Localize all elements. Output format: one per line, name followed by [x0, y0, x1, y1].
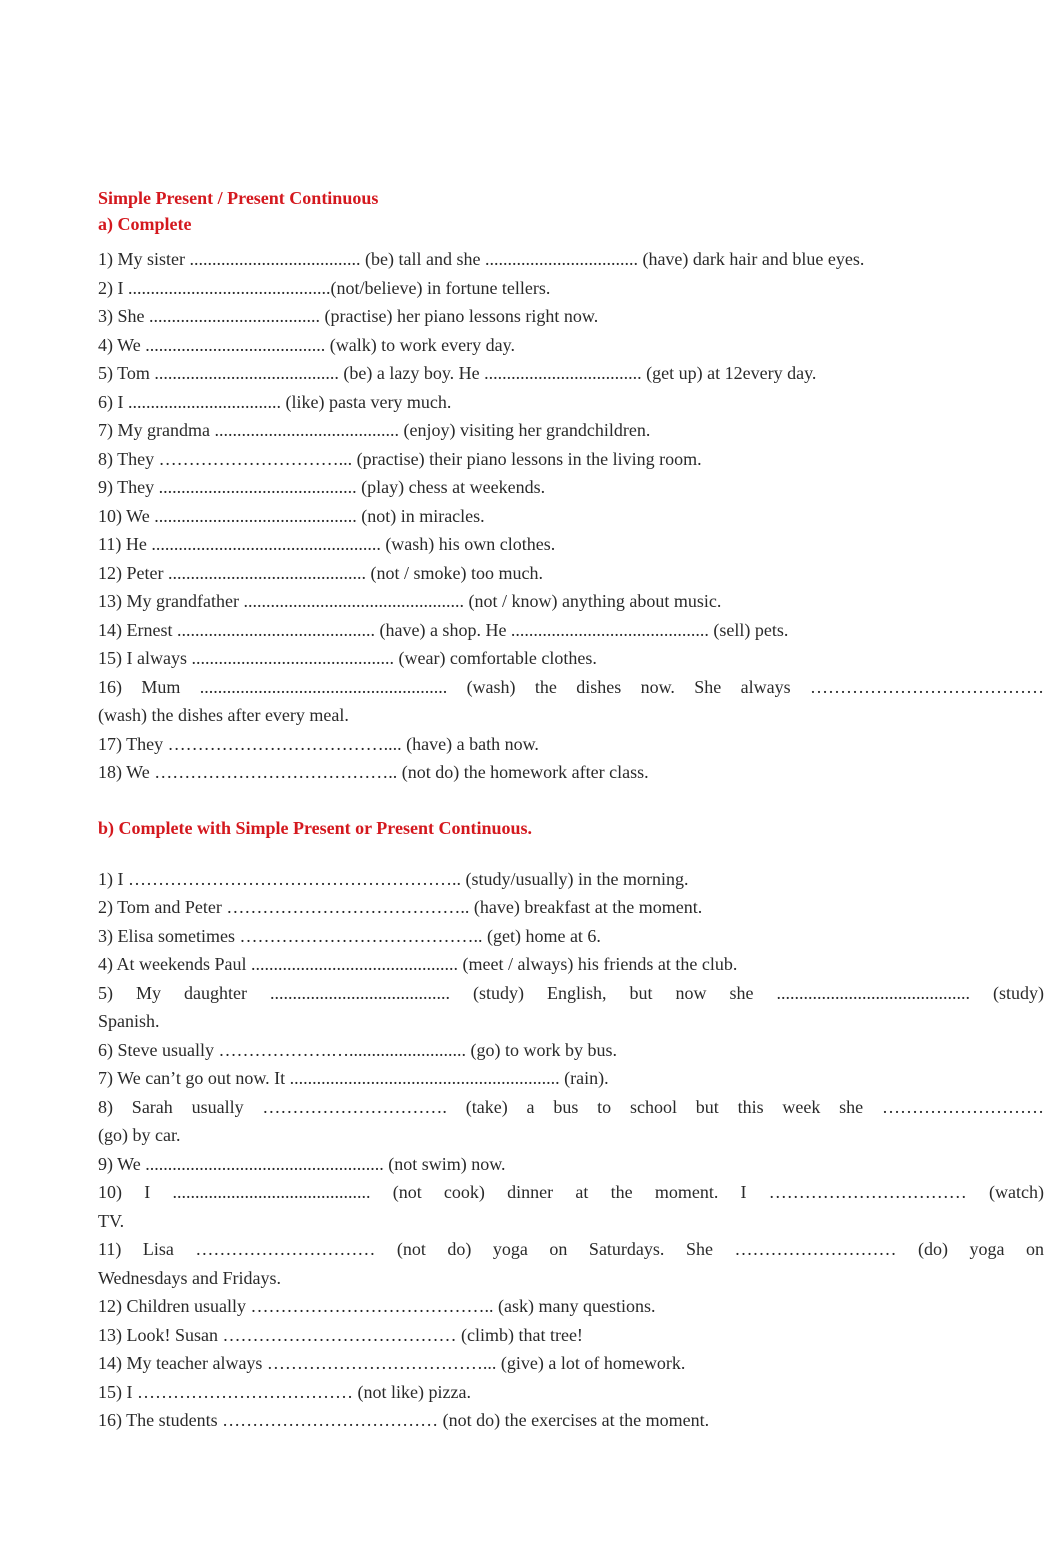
exercise-line: 4) At weekends Paul .............................................. (meet / always) his friends at the club.	[98, 954, 738, 974]
exercise-line: 1) I ……………………………………………….. (study/usually) in the morning.	[98, 869, 689, 889]
section-b-heading: b) Complete with Simple Present or Present Continuous.	[98, 818, 532, 838]
exercise-line: 3) She ...................................... (practise) her piano lessons right now.	[98, 306, 599, 326]
exercise-line: 7) My grandma ......................................... (enjoy) visiting her grandchildren.	[98, 420, 651, 440]
section-a-heading: a) Complete	[98, 214, 192, 234]
exercise-line: 7) We can’t go out now. It ............................................................ (rain).	[98, 1068, 609, 1088]
exercise-line: 15) I ……………………………… (not like) pizza.	[98, 1382, 471, 1402]
exercise-line: 13) My grandfather ................................................. (not / know) anything about music.	[98, 591, 722, 611]
exercise-line: 6) I .................................. (like) pasta very much.	[98, 392, 452, 412]
exercise-line: 12) Peter ............................................ (not / smoke) too much.	[98, 563, 543, 583]
exercise-line: 1) My sister ...................................... (be) tall and she .................................. (have) dark hair and blue eyes.	[98, 249, 865, 269]
exercise-line: Wednesdays and Fridays.	[98, 1268, 282, 1288]
exercise-line: 5) Tom ......................................... (be) a lazy boy. He ................................... (get up) at 12every day.	[98, 363, 817, 383]
exercise-line: 11) Lisa ………………………… (not do) yoga on Saturdays. She ……………………… (do) yoga on	[98, 1239, 1044, 1259]
exercise-line: 11) He ................................................... (wash) his own clothes.	[98, 534, 556, 554]
exercise-line: TV.	[98, 1211, 125, 1231]
exercise-line: 3) Elisa sometimes ………………………………….. (get) home at 6.	[98, 926, 601, 946]
exercise-line: 14) Ernest ............................................ (have) a shop. He ............................................ (sell) pets.	[98, 620, 789, 640]
exercise-line: (go) by car.	[98, 1125, 181, 1145]
exercise-line: 9) We ..................................................... (not swim) now.	[98, 1154, 506, 1174]
exercise-line: 6) Steve usually ……………….….......................... (go) to work by bus.	[98, 1040, 617, 1060]
exercise-line: 2) I .............................................(not/believe) in fortune tellers.	[98, 278, 551, 298]
exercise-line: 2) Tom and Peter ………………………………….. (have) breakfast at the moment.	[98, 897, 703, 917]
exercise-line: Spanish.	[98, 1011, 160, 1031]
exercise-line: 17) They ……………………………….... (have) a bath now.	[98, 734, 539, 754]
exercise-line: 16) The students ……………………………… (not do) the exercises at the moment.	[98, 1410, 710, 1430]
exercise-line: 8) Sarah usually …………………………. (take) a bus to school but this week she ………………………	[98, 1097, 1044, 1117]
exercise-line: (wash) the dishes after every meal.	[98, 705, 349, 725]
exercise-line: 9) They ............................................ (play) chess at weekends.	[98, 477, 546, 497]
exercise-line: 5) My daughter ........................................ (study) English, but now she ........................................... (study)	[98, 983, 1044, 1003]
exercise-line: 10) We ............................................. (not) in miracles.	[98, 506, 485, 526]
exercise-line: 12) Children usually ………………………………….. (ask) many questions.	[98, 1296, 656, 1316]
page-title: Simple Present / Present Continuous	[98, 188, 379, 208]
exercise-line: 16) Mum ....................................................... (wash) the dishes now. She always …………………………………	[98, 677, 1044, 697]
exercise-line: 15) I always ............................................. (wear) comfortable clothes.	[98, 648, 597, 668]
exercise-line: 14) My teacher always ………………………………... (give) a lot of homework.	[98, 1353, 686, 1373]
exercise-line: 8) They …………………………... (practise) their piano lessons in the living room.	[98, 449, 702, 469]
exercise-line: 18) We ………………………………….. (not do) the homework after class.	[98, 762, 649, 782]
exercise-line: 10) I ............................................ (not cook) dinner at the moment. I …………………………… (watch)	[98, 1182, 1044, 1202]
exercise-line: 4) We ........................................ (walk) to work every day.	[98, 335, 515, 355]
exercise-line: 13) Look! Susan ………………………………… (climb) that tree!	[98, 1325, 583, 1345]
